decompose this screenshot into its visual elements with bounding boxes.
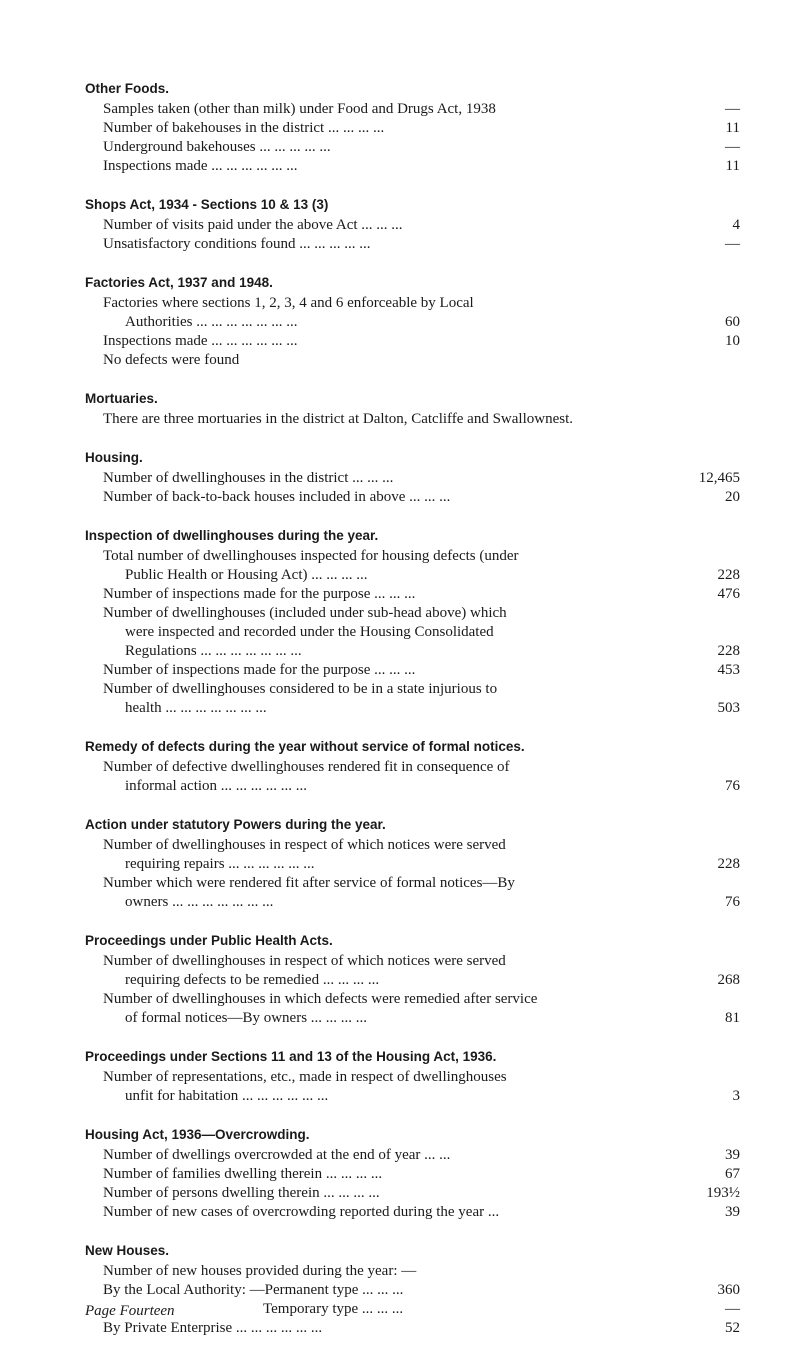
- section: [85, 1126, 740, 1222]
- table-row: [85, 100, 740, 119]
- row-label-text: Inspections made ... ... ... ... ... ...: [103, 333, 298, 349]
- section: [85, 932, 740, 1028]
- table-row: [85, 235, 740, 254]
- section-heading: Inspection of dwellinghouses during the year.: [85, 528, 379, 543]
- table-row: [85, 294, 740, 332]
- section-heading: Remedy of defects during the year without service of formal notices.: [85, 739, 525, 754]
- section: [85, 527, 740, 718]
- row-value: 39: [725, 1147, 740, 1163]
- section-heading: Factories Act, 1937 and 1948.: [85, 275, 273, 290]
- row-label: [103, 1281, 660, 1300]
- row-value: 453: [717, 662, 740, 678]
- table-row: [85, 469, 740, 488]
- row-label: [103, 1184, 660, 1203]
- section-heading: Proceedings under Public Health Acts.: [85, 933, 333, 948]
- row-label-text: Number of visits paid under the above Act ... ... ...: [103, 217, 403, 233]
- row-label-continuation: requiring defects to be remedied ... ... ... ...: [125, 972, 380, 988]
- row-label-text: Number of families dwelling therein ... ... ... ...: [103, 1166, 383, 1182]
- row-label: [103, 235, 660, 254]
- table-row: [85, 138, 740, 157]
- row-label-text: Number of inspections made for the purpose ... ... ...: [103, 662, 416, 678]
- section: [85, 1048, 740, 1106]
- row-label-text: By Private Enterprise ... ... ... ... ... ...: [103, 1320, 323, 1336]
- row-label: [103, 604, 660, 661]
- section: [85, 738, 740, 796]
- row-label-continuation: owners ... ... ... ... ... ... ...: [125, 894, 274, 910]
- row-label: [103, 874, 660, 912]
- table-row: [85, 1281, 740, 1300]
- row-value: 4: [732, 217, 740, 233]
- row-value: 52: [725, 1320, 740, 1336]
- row-label-text: Underground bakehouses ... ... ... ... ...: [103, 139, 331, 155]
- row-label-text: Number of new cases of overcrowding reported during the year ...: [103, 1204, 500, 1220]
- row-label-text: Number of dwellings overcrowded at the end of year ... ...: [103, 1147, 451, 1163]
- row-label: [103, 1165, 660, 1184]
- row-label: [103, 758, 660, 796]
- row-value: 12,465: [698, 470, 740, 486]
- row-label-text: Number of dwellinghouses in which defects were remedied after service: [103, 991, 538, 1007]
- table-row: [85, 1319, 740, 1338]
- section: [85, 816, 740, 912]
- row-label-text: Number of back-to-back houses included in above ... ... ...: [103, 489, 451, 505]
- table-row: [85, 547, 740, 585]
- section: [85, 80, 740, 176]
- row-label-text: Number of dwellinghouses (included under sub-head above) which: [103, 605, 507, 621]
- row-label: [103, 469, 660, 488]
- row-value: 81: [725, 1010, 740, 1026]
- table-row: [85, 216, 740, 235]
- row-label-text: Number of dwellinghouses in the district ... ... ...: [103, 470, 394, 486]
- row-label-text: Number of bakehouses in the district ... ... ... ...: [103, 120, 385, 136]
- table-row: [85, 874, 740, 912]
- table-row: [85, 488, 740, 507]
- row-value: 268: [717, 972, 740, 988]
- table-row: [85, 351, 740, 370]
- table-row: [85, 680, 740, 718]
- row-label: [103, 488, 660, 507]
- row-label: [103, 138, 660, 157]
- row-value: 476: [717, 586, 740, 602]
- row-label-text: Number of inspections made for the purpose ... ... ...: [103, 586, 416, 602]
- row-label: [103, 157, 660, 176]
- table-row: [85, 836, 740, 874]
- row-value: 20: [725, 489, 740, 505]
- section-heading: New Houses.: [85, 1243, 170, 1258]
- section: [85, 1242, 740, 1338]
- row-label: [103, 216, 660, 235]
- page-footer: Page Fourteen: [85, 1303, 175, 1319]
- section: [85, 196, 740, 254]
- row-label-continuation: unfit for habitation ... ... ... ... ... ...: [125, 1088, 329, 1104]
- section: [85, 449, 740, 507]
- row-label-text: Samples taken (other than milk) under Food and Drugs Act, 1938: [103, 101, 496, 117]
- row-label-text: Number of dwellinghouses considered to be in a state injurious to: [103, 681, 498, 697]
- table-row: [85, 585, 740, 604]
- row-value: 360: [717, 1282, 740, 1298]
- table-row: [85, 1165, 740, 1184]
- row-label: [103, 1146, 660, 1165]
- row-label: [103, 1262, 660, 1281]
- row-label-continuation: requiring repairs ... ... ... ... ... ...: [125, 856, 315, 872]
- row-label: [103, 547, 660, 585]
- row-label: [103, 585, 660, 604]
- row-label: [103, 952, 660, 990]
- row-label: [103, 100, 660, 119]
- row-value: 11: [725, 120, 740, 136]
- row-label: [103, 990, 660, 1028]
- row-label-continuation: Authorities ... ... ... ... ... ... ...: [125, 314, 298, 330]
- table-row: [85, 661, 740, 680]
- section-heading: Proceedings under Sections 11 and 13 of the Housing Act, 1936.: [85, 1049, 497, 1064]
- section: [85, 390, 740, 429]
- row-value: 193½: [706, 1185, 740, 1201]
- row-value: —: [725, 1301, 740, 1317]
- row-value: 39: [725, 1204, 740, 1220]
- row-label: [103, 1300, 660, 1319]
- row-value: 228: [717, 643, 740, 659]
- row-label-text: Number of dwellinghouses in respect of which notices were served: [103, 953, 506, 969]
- table-row: [85, 119, 740, 138]
- table-row: [85, 604, 740, 661]
- table-row: [85, 157, 740, 176]
- row-value: 503: [717, 700, 740, 716]
- row-label: [103, 661, 660, 680]
- row-value: —: [725, 101, 740, 117]
- row-label-text: Number which were rendered fit after service of formal notices—By: [103, 875, 515, 891]
- row-value: 11: [725, 158, 740, 174]
- row-label-text: Inspections made ... ... ... ... ... ...: [103, 158, 298, 174]
- section-heading: Shops Act, 1934 - Sections 10 & 13 (3): [85, 197, 329, 212]
- row-label-text: Unsatisfactory conditions found ... ... ... ... ...: [103, 236, 371, 252]
- row-label: [103, 1319, 660, 1338]
- row-label-text: Number of persons dwelling therein ... ... ... ...: [103, 1185, 380, 1201]
- table-row: [85, 1146, 740, 1165]
- section-heading: Mortuaries.: [85, 391, 158, 406]
- row-label-continuation: health ... ... ... ... ... ... ...: [125, 700, 267, 716]
- row-label-continuation: informal action ... ... ... ... ... ...: [125, 778, 308, 794]
- row-value: 10: [725, 333, 740, 349]
- row-label-text: Number of representations, etc., made in respect of dwellinghouses: [103, 1069, 507, 1085]
- table-row: [85, 410, 740, 429]
- row-label-continuation: of formal notices—By owners ... ... ... ...: [125, 1010, 368, 1026]
- document-page: [85, 80, 740, 1358]
- table-row: [85, 1300, 740, 1319]
- row-label-text: Temporary type ... ... ...: [263, 1301, 404, 1317]
- row-label-text: Number of defective dwellinghouses rendered fit in consequence of: [103, 759, 510, 775]
- section: [85, 274, 740, 370]
- row-value: 228: [717, 567, 740, 583]
- row-label: [103, 294, 660, 332]
- table-row: [85, 952, 740, 990]
- row-label-text: Total number of dwellinghouses inspected for housing defects (under: [103, 548, 519, 564]
- row-label-text: By the Local Authority: —Permanent type ... ... ...: [103, 1282, 404, 1298]
- row-label: [103, 1068, 660, 1106]
- row-value: —: [725, 139, 740, 155]
- section-heading: Housing.: [85, 450, 143, 465]
- row-value: 76: [725, 894, 740, 910]
- row-value: 60: [725, 314, 740, 330]
- row-label-text: No defects were found: [103, 352, 240, 368]
- table-row: [85, 990, 740, 1028]
- section-heading: Other Foods.: [85, 81, 169, 96]
- row-label: [103, 119, 660, 138]
- row-label-text: Number of new houses provided during the year: —: [103, 1263, 417, 1279]
- table-row: [85, 332, 740, 351]
- row-value: —: [725, 236, 740, 252]
- row-value: 67: [725, 1166, 740, 1182]
- row-label: [103, 332, 660, 351]
- row-label: [103, 680, 660, 718]
- row-label: [103, 836, 660, 874]
- row-label: [103, 1203, 660, 1222]
- section-heading: Housing Act, 1936—Overcrowding.: [85, 1127, 310, 1142]
- row-label-continuation: Regulations ... ... ... ... ... ... ...: [125, 643, 302, 659]
- row-label-continuation: Public Health or Housing Act) ... ... ... ...: [125, 567, 368, 583]
- table-row: [85, 1262, 740, 1281]
- row-label-text: Number of dwellinghouses in respect of which notices were served: [103, 837, 506, 853]
- row-label-continuation: were inspected and recorded under the Housing Consolidated: [125, 624, 494, 640]
- section-heading: Action under statutory Powers during the year.: [85, 817, 386, 832]
- row-label: [103, 351, 660, 370]
- table-row: [85, 1068, 740, 1106]
- row-label-text: There are three mortuaries in the district at Dalton, Catcliffe and Swallownest.: [103, 411, 573, 427]
- table-row: [85, 1203, 740, 1222]
- table-row: [85, 758, 740, 796]
- row-label-text: Factories where sections 1, 2, 3, 4 and 6 enforceable by Local: [103, 295, 474, 311]
- row-value: 3: [732, 1088, 740, 1104]
- row-value: 228: [717, 856, 740, 872]
- table-row: [85, 1184, 740, 1203]
- row-label: [103, 410, 660, 429]
- row-value: 76: [725, 778, 740, 794]
